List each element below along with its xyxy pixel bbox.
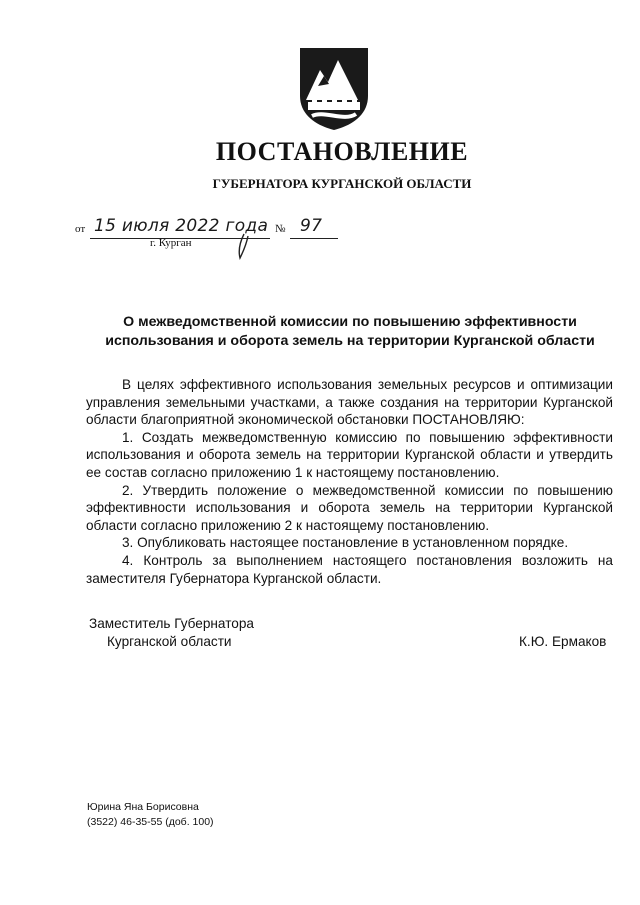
date-value: 15 июля 2022 года bbox=[94, 216, 269, 236]
contact-phone: (3522) 46-35-55 (доб. 100) bbox=[87, 816, 214, 828]
heading-line-1: О межведомственной комиссии по повышению эффективности bbox=[123, 314, 577, 330]
contact-name: Юрина Яна Борисовна bbox=[87, 801, 199, 813]
document-subtitle: ГУБЕРНАТОРА КУРГАНСКОЙ ОБЛАСТИ bbox=[212, 176, 472, 191]
signer-name: К.Ю. Ермаков bbox=[519, 634, 607, 649]
document-title: ПОСТАНОВЛЕНИЕ bbox=[215, 137, 469, 166]
signer-position-line-1: Заместитель Губернатора bbox=[89, 616, 254, 631]
handwritten-mark bbox=[232, 232, 254, 262]
number-prefix: № bbox=[275, 223, 286, 235]
signer-position-line-2: Курганской области bbox=[107, 634, 232, 649]
body-paragraph: 3. Опубликовать настоящее постановление в установленном порядке. bbox=[122, 535, 569, 551]
heading-line-2: использования и оборота земель на территории Курганской области bbox=[105, 333, 595, 349]
date-prefix: от bbox=[75, 223, 86, 235]
body-paragraph: В целях эффективного использования земельных ресурсов и оптимизации управления земельными участками, а также создания на территории Курганской области благоприятной экономической обстановки ПОСТАНОВЛЯЮ: bbox=[86, 377, 613, 428]
body-paragraph: 2. Утвердить положение о межведомственной комиссии по повышению эффективности использования и оборота земель на территории Курганской области согласно приложению 2 к настоящему постановлению. bbox=[86, 482, 613, 533]
number-underline bbox=[290, 238, 338, 239]
city-label: г. Курган bbox=[150, 237, 192, 249]
kurgan-coat-of-arms-icon bbox=[298, 46, 370, 132]
document-heading bbox=[100, 313, 600, 351]
body-paragraph: 1. Создать межведомственную комиссию по повышению эффективности использования и оборота земель на территории Курганской области и утвердить ее состав согласно приложению 1 к настоящему постановлению. bbox=[86, 429, 613, 480]
document-body bbox=[86, 376, 613, 587]
body-paragraph: 4. Контроль за выполнением настоящего постановления возложить на заместителя Губернатора Курганской области. bbox=[86, 552, 613, 586]
number-value: 97 bbox=[300, 216, 323, 236]
